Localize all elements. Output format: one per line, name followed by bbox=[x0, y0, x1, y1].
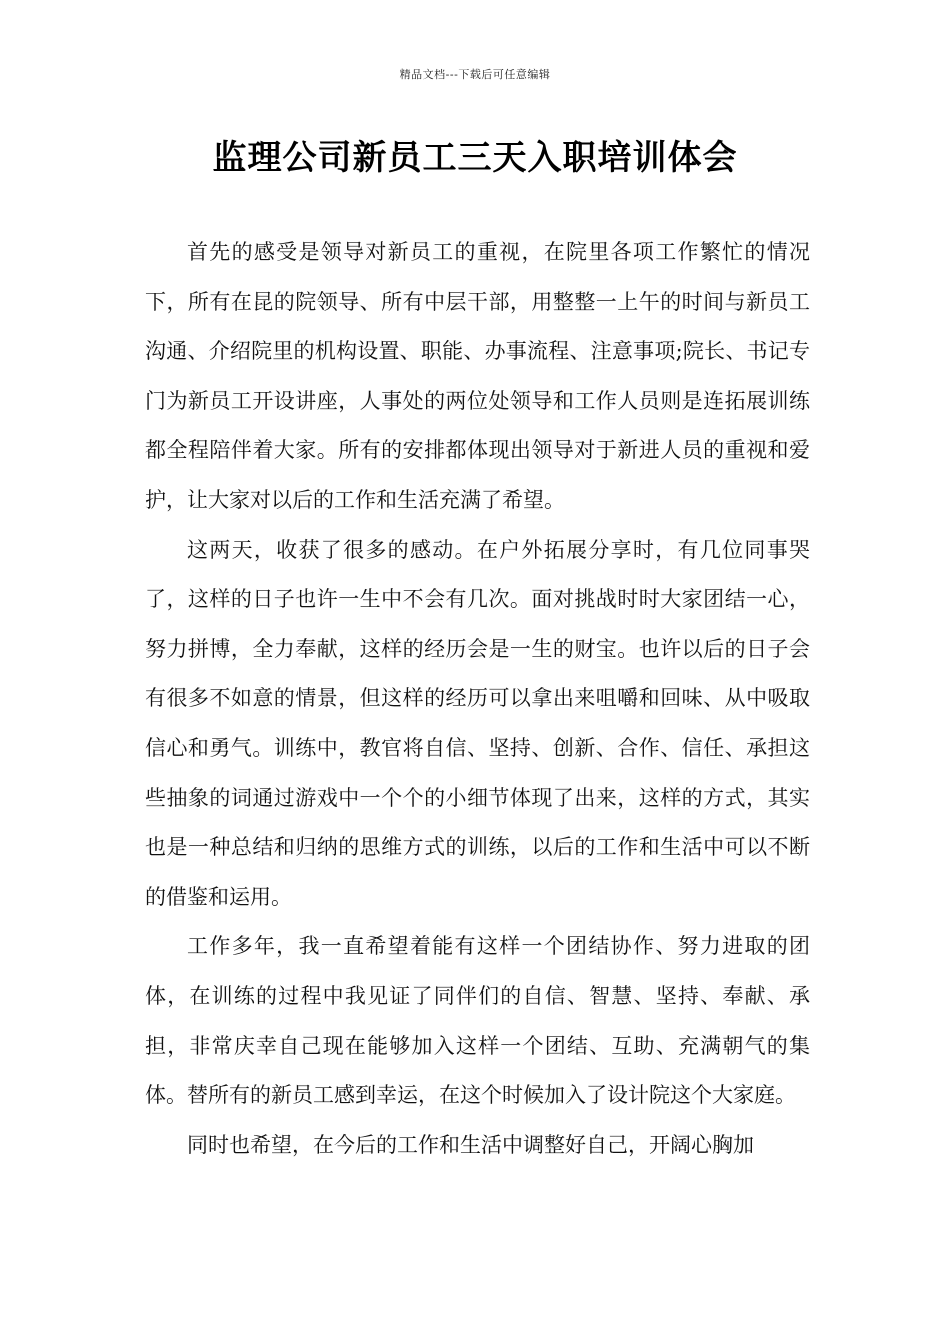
page-title: 监理公司新员工三天入职培训体会 bbox=[212, 138, 738, 178]
paragraph: 同时也希望，在今后的工作和生活中调整好自己，开阔心胸加 bbox=[187, 1132, 754, 1157]
paragraph: 首先的感受是领导对新员工的重视，在院里各项工作繁忙的情况下，所有在昆的院领导、所有中层干部，用整整一上午的时间与新员工沟通、介绍院里的机构设置、职能、办事流程、注意事项;院长、书记专门为新员工开设讲座，人事处的两位处领导和工作人员则是连拓展训练都全程陪伴着大家。所有的安排都体现出领导对于新进人员的重视和爱护，让大家对以后的工作和生活充满了希望。 bbox=[145, 240, 810, 512]
paragraph: 工作多年，我一直希望着能有这样一个团结协作、努力进取的团体，在训练的过程中我见证了同伴们的自信、智慧、坚持、奉献、承担，非常庆幸自己现在能够加入这样一个团结、互助、充满朝气的集体。替所有的新员工感到幸运，在这个时候加入了设计院这个大家庭。 bbox=[145, 934, 810, 1108]
paragraph: 这两天，收获了很多的感动。在户外拓展分享时，有几位同事哭了，这样的日子也许一生中不会有几次。面对挑战时时大家团结一心，努力拼博，全力奉献，这样的经历会是一生的财宝。也许以后的日子会有很多不如意的情景，但这样的经历可以拿出来咀嚼和回味、从中吸取信心和勇气。训练中，教官将自信、坚持、创新、合作、信任、承担这些抽象的词通过游戏中一个个的小细节体现了出来，这样的方式，其实也是一种总结和归纳的思维方式的训练，以后的工作和生活中可以不断的借鉴和运用。 bbox=[145, 537, 810, 909]
header-note: 精品文档---下载后可任意编辑 bbox=[399, 68, 551, 81]
document-body bbox=[145, 228, 810, 1170]
